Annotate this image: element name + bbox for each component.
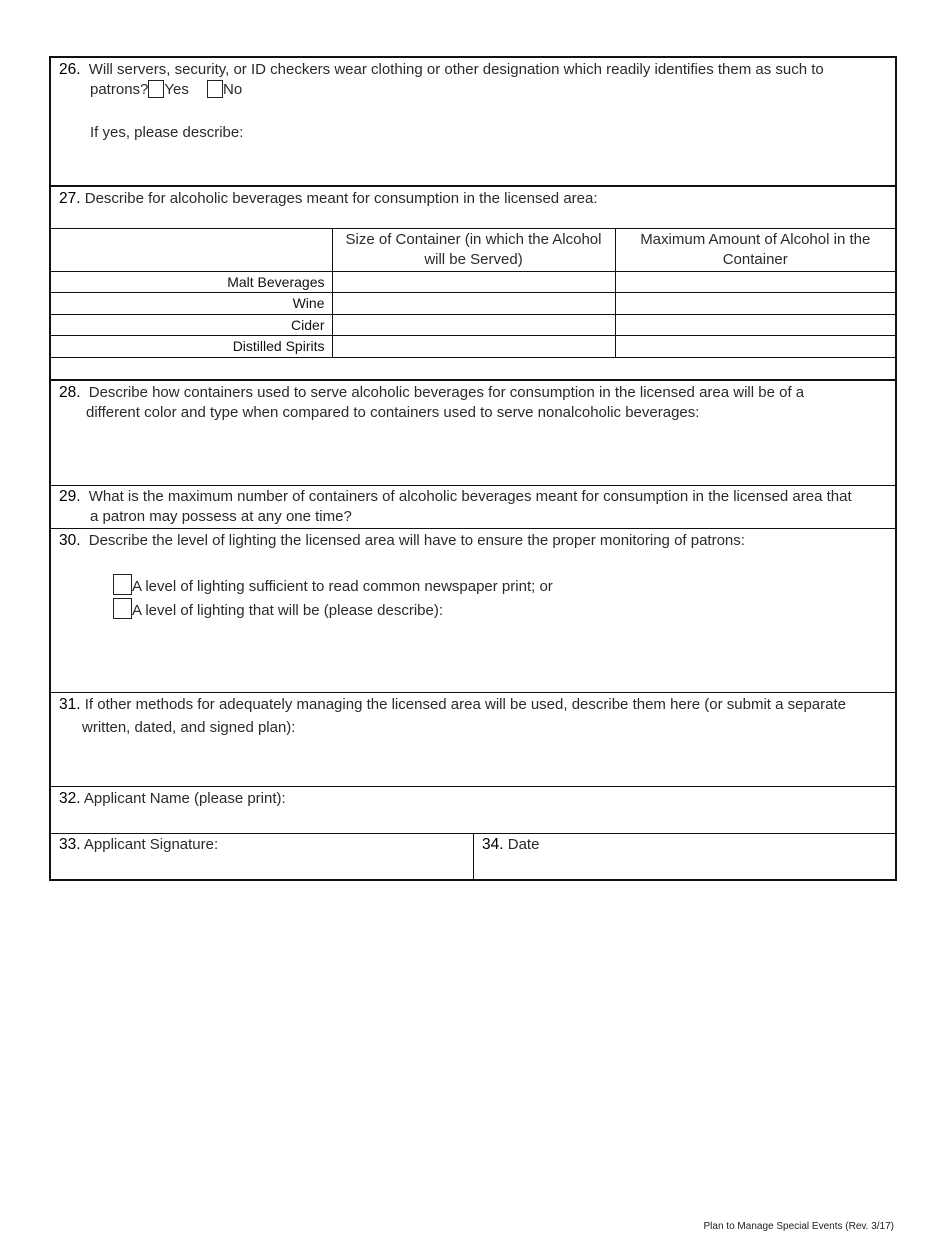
malt-container-size-field[interactable]: [332, 271, 615, 293]
question-27-text: Describe for alcoholic beverages meant for consumption in the licensed area:: [84, 190, 598, 207]
question-27: [51, 185, 895, 229]
date-label: Date: [507, 836, 540, 853]
question-31: [51, 692, 895, 786]
wine-container-size-field[interactable]: [332, 293, 615, 315]
question-31-text: If other methods for adequately managing the licensed area will be used, describe them here (or submit a separate: [84, 696, 846, 713]
question-30-text: Describe the level of lighting the licensed area will have to ensure the proper monitoring of patrons:: [88, 532, 745, 549]
question-28: [51, 379, 895, 485]
question-29-text: What is the maximum number of containers of alcoholic beverages meant for consumption in the licensed area that: [88, 488, 852, 505]
spirits-max-alcohol-field[interactable]: [615, 336, 895, 358]
lighting-option-1: A level of lighting sufficient to read common newspaper print; or: [132, 578, 553, 595]
row-label-cider: Cider: [51, 314, 332, 336]
table-header-blank: [51, 229, 332, 271]
question-34-number: 34.: [482, 836, 504, 853]
question-28-text-cont: different color and type when compared to containers used to serve nonalcoholic beverages:: [86, 404, 700, 421]
cider-container-size-field[interactable]: [332, 314, 615, 336]
lighting-newspaper-checkbox[interactable]: [113, 574, 132, 595]
table-row: [51, 336, 895, 358]
no-checkbox[interactable]: [207, 80, 223, 98]
table-header-max-alcohol: Maximum Amount of Alcohol in the Container: [615, 229, 895, 271]
question-26-number: 26.: [59, 61, 81, 78]
question-31-number: 31.: [59, 696, 81, 713]
question-31-text-cont: written, dated, and signed plan):: [82, 719, 296, 736]
wine-max-alcohol-field[interactable]: [615, 293, 895, 315]
applicant-name-label: Applicant Name (please print):: [83, 790, 286, 807]
question-26-text: Will servers, security, or ID checkers wear clothing or other designation which readily identifies them as such to: [88, 61, 824, 78]
question-29-number: 29.: [59, 488, 81, 505]
row-label-wine: Wine: [51, 293, 332, 315]
question-26: [51, 58, 895, 185]
date-field[interactable]: [473, 834, 895, 879]
question-26-text-cont: patrons?: [90, 81, 149, 98]
table-row: [51, 293, 895, 315]
question-30: [51, 528, 895, 692]
yes-checkbox[interactable]: [148, 80, 164, 98]
row-label-spirits: Distilled Spirits: [51, 336, 332, 358]
table-header-container-size: Size of Container (in which the Alcohol will be Served): [332, 229, 615, 271]
cider-max-alcohol-field[interactable]: [615, 314, 895, 336]
lighting-option-2: A level of lighting that will be (please describe):: [132, 602, 444, 619]
question-29: [51, 485, 895, 528]
applicant-signature-label: Applicant Signature:: [83, 836, 219, 853]
applicant-name-field[interactable]: [51, 786, 895, 834]
lighting-describe-checkbox[interactable]: [113, 598, 132, 619]
row-label-malt: Malt Beverages: [51, 271, 332, 293]
footer-revision: Plan to Manage Special Events (Rev. 3/17): [703, 1221, 894, 1232]
describe-label: If yes, please describe:: [90, 124, 244, 141]
question-28-number: 28.: [59, 384, 81, 401]
yes-label: Yes: [164, 81, 189, 98]
malt-max-alcohol-field[interactable]: [615, 271, 895, 293]
signature-date-row: [51, 833, 895, 879]
question-32-number: 32.: [59, 790, 81, 807]
special-events-form: [49, 56, 897, 881]
beverage-table: [51, 228, 895, 380]
question-29-text-cont: a patron may possess at any one time?: [90, 508, 352, 525]
question-33-number: 33.: [59, 836, 81, 853]
question-27-number: 27.: [59, 190, 81, 207]
question-30-number: 30.: [59, 532, 81, 549]
spirits-container-size-field[interactable]: [332, 336, 615, 358]
no-label: No: [223, 81, 243, 98]
applicant-signature-field[interactable]: [51, 834, 473, 879]
question-28-text: Describe how containers used to serve alcoholic beverages for consumption in the licensed area will be of a: [88, 384, 805, 401]
table-row: [51, 314, 895, 336]
table-row: [51, 271, 895, 293]
